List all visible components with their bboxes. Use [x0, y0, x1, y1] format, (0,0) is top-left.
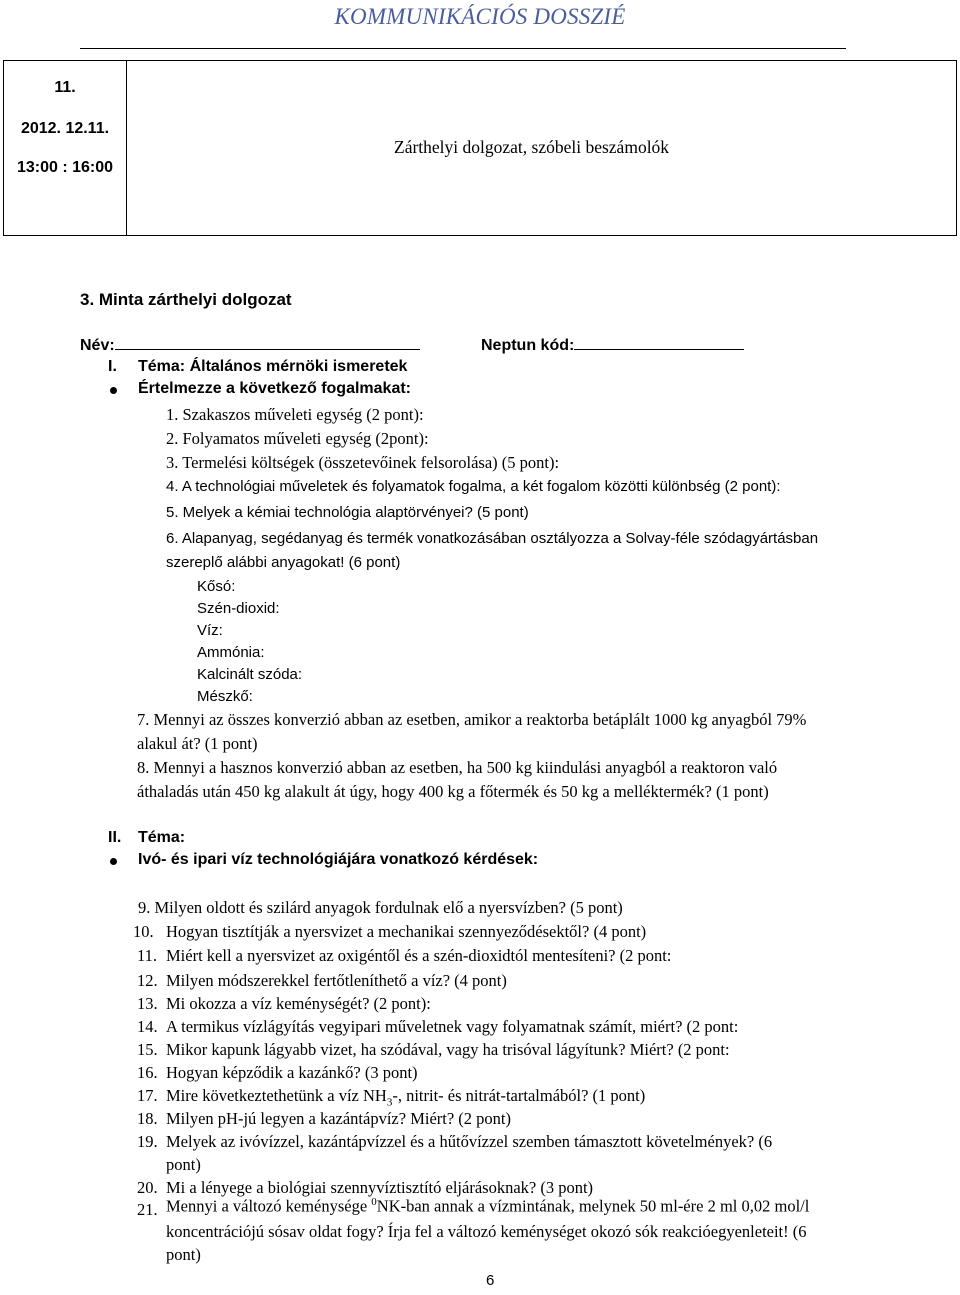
question-6-cont: szereplő alábbi anyagokat! (6 pont) [166, 554, 401, 571]
material-halite: Kősó: [197, 578, 236, 595]
question-13-number: 13. [137, 994, 158, 1013]
question-10: Hogyan tisztítják a nyersvizet a mechanikai szennyeződésektől? (4 pont) [166, 922, 647, 941]
question-14: A termikus vízlágyítás vegyipari műveletnek vagy folyamatnak számít, miért? (2 pont: [166, 1017, 739, 1036]
question-21-cont: koncentrációjú sósav oldat fogy? Írja fel a változó keménységet okozó sók reakcióegyenleteit! (6 [166, 1222, 807, 1241]
question-6: 6. Alapanyag, segédanyag és termék vonatkozásában osztályozza a Solvay-féle szódagyártásban [166, 530, 819, 547]
bullet-icon [110, 387, 117, 394]
name-line [80, 333, 420, 355]
topic2-title: Téma: [138, 829, 186, 846]
question-12-number: 12. [137, 971, 158, 990]
question-8: 8. Mennyi a hasznos konverzió abban az esetben, ha 500 kg kiindulási anyagból a reaktoron való [137, 758, 778, 777]
section-title: 3. Minta zárthelyi dolgozat [80, 290, 292, 309]
question-18: Milyen pH-jú legyen a kazántápvíz? Miért? (2 pont) [166, 1109, 512, 1128]
question-11: Miért kell a nyersvizet az oxigéntől és a szén-dioxidtól mentesíteni? (2 pont: [166, 946, 672, 965]
material-co2: Szén-dioxid: [197, 600, 280, 617]
question-13: Mi okozza a víz keménységét? (2 pont): [166, 994, 431, 1013]
question-16: Hogyan képződik a kazánkő? (3 pont) [166, 1063, 418, 1082]
neptun-field[interactable] [574, 333, 744, 350]
question-5: 5. Melyek a kémiai technológia alaptörvényei? (5 pont) [166, 504, 529, 521]
name-field[interactable] [115, 333, 420, 350]
table-divider [126, 61, 127, 235]
topic2-bullet: Ivó- és ipari víz technológiájára vonatkozó kérdések: [138, 851, 539, 868]
question-4: 4. A technológiai műveletek és folyamatok fogalma, a két fogalom közötti különbség (2 pont): [166, 478, 781, 495]
question-20: Mi a lényege a biológiai szennyvíztisztító eljárásoknak? (3 pont) [166, 1178, 594, 1197]
session-number: 11. [54, 79, 76, 96]
topic1-bullet: Értelmezze a következő fogalmakat: [138, 380, 411, 397]
question-11-number: 11. [137, 946, 158, 965]
question-1: 1. Szakaszos műveleti egység (2 pont): [166, 405, 424, 424]
session-time: 13:00 : 16:00 [16, 159, 114, 176]
question-14-number: 14. [137, 1017, 158, 1036]
question-20-number: 20. [137, 1178, 158, 1197]
session-description: Zárthelyi dolgozat, szóbeli beszámolók [394, 137, 670, 157]
topic2-numeral: II. [108, 829, 122, 846]
header-rule [80, 48, 846, 49]
material-water: Víz: [197, 622, 223, 639]
topic1-numeral: I. [108, 358, 117, 375]
material-limestone: Mészkő: [197, 688, 253, 705]
question-17: Mire következtethetünk a víz $NH_3-$, nitrit- és nitrát-tartalmából? (1 pont) [166, 1086, 646, 1109]
topic1-title: Téma: Általános mérnöki ismeretek [138, 358, 408, 375]
question-7: 7. Mennyi az összes konverzió abban az esetben, amikor a reaktorba betáplált 1000 kg anyagból 79% [137, 710, 807, 729]
question-12: Milyen módszerekkel fertőtleníthető a víz? (4 pont) [166, 971, 507, 990]
material-soda: Kalcinált szóda: [197, 666, 303, 683]
question-8-cont: áthaladás után 450 kg alakult át úgy, hogy 400 kg a főtermék és 50 kg a melléktermék? (1 pont) [137, 782, 769, 801]
question-19-number: 19. [137, 1132, 158, 1151]
question-19: Melyek az ivóvízzel, kazántápvízzel és a hűtővízzel szemben támasztott követelmények? (6 [166, 1132, 773, 1151]
header-title: KOMMUNIKÁCIÓS DOSSZIÉ [334, 4, 626, 29]
neptun-label: Neptun kód: [481, 337, 575, 354]
question-3: 3. Termelési költségek (összetevőinek felsorolása) (5 pont): [166, 453, 560, 472]
question-2: 2. Folyamatos műveleti egység (2pont): [166, 429, 429, 448]
question-17-number: 17. [137, 1086, 158, 1105]
question-10-number: 10. [133, 922, 154, 941]
question-21: Mennyi a változó keménysége $^0$NK-ban annak a vízmintának, melynek 50 ml-ére 2 ml 0,02 mol/l [166, 1196, 810, 1216]
question-15-number: 15. [137, 1040, 158, 1059]
page-number: 6 [486, 1272, 495, 1289]
question-21-number: 21. [137, 1200, 158, 1219]
neptun-line [481, 333, 744, 355]
question-21-cont2: pont) [166, 1245, 201, 1264]
bullet-icon [110, 858, 117, 865]
info-table [3, 60, 957, 236]
name-label: Név: [80, 337, 115, 354]
question-16-number: 16. [137, 1063, 158, 1082]
question-15: Mikor kapunk lágyabb vizet, ha szódával, vagy ha trisóval lágyítunk? Miért? (2 pont: [166, 1040, 730, 1059]
question-18-number: 18. [137, 1109, 158, 1128]
question-7-cont: alakul át? (1 pont) [137, 734, 258, 753]
material-ammonia: Ammónia: [197, 644, 265, 661]
session-date: 2012. 12.11. [20, 120, 110, 137]
question-19-cont: pont) [166, 1155, 201, 1174]
question-9: 9. Milyen oldott és szilárd anyagok fordulnak elő a nyersvízben? (5 pont) [138, 898, 623, 917]
